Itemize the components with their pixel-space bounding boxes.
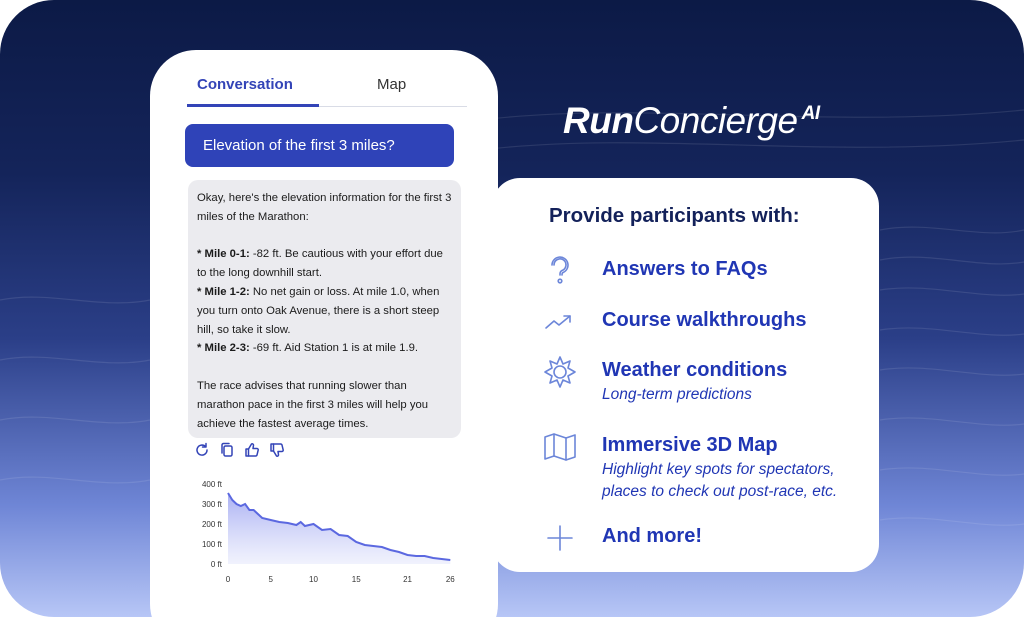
answer-bullet: * Mile 2-3: -69 ft. Aid Station 1 is at mile 1.9. [197, 342, 419, 355]
plus-icon [542, 520, 578, 556]
feature-subtitle: Long-term predictions [602, 386, 752, 403]
y-tick-label: 400 ft [201, 480, 222, 489]
x-tick-label: 0 [225, 575, 231, 584]
question-icon [542, 253, 578, 289]
x-tick-label: 15 [351, 575, 361, 584]
thumbs-up-icon[interactable] [244, 442, 260, 458]
feature-title: And more! [602, 525, 702, 547]
phone-mockup [150, 50, 498, 617]
y-tick-label: 200 ft [201, 520, 222, 529]
feature-subtitle: Highlight key spots for spectators, places to check out post-race, etc. [602, 461, 838, 500]
tab-bar [187, 74, 467, 107]
feature-title: Course walkthroughs [602, 309, 807, 331]
x-tick-label: 5 [268, 575, 273, 584]
thumbs-down-icon[interactable] [269, 442, 285, 458]
x-tick-label: 26 [445, 575, 455, 584]
user-message-bubble: Elevation of the first 3 miles? [185, 124, 454, 167]
answer-intro: Okay, here's the elevation information for the first 3 miles of the Marathon: [197, 192, 452, 223]
answer-bullet: * Mile 0-1: -82 ft. Be cautious with your effort due to the long downhill start. [197, 248, 443, 280]
assistant-message-bubble [188, 180, 461, 438]
active-tab-indicator [187, 104, 319, 107]
x-tick-label: 10 [309, 575, 318, 584]
feature-title: Immersive 3D Map [602, 434, 778, 456]
map-icon [542, 429, 578, 465]
y-tick-label: 100 ft [201, 540, 222, 549]
brand-logo: RunConcierge $^{AI}$ [563, 100, 820, 141]
feature-title: Weather conditions [602, 359, 788, 381]
feature-title: Answers to FAQs [602, 258, 768, 280]
y-tick-label: 0 ft [210, 560, 222, 569]
refresh-icon[interactable] [194, 442, 210, 458]
elevation-chart [190, 478, 460, 593]
tab-map[interactable]: Map [377, 76, 407, 93]
x-tick-label: 21 [403, 575, 412, 584]
answer-closing: The race advises that running slower than marathon pace in the first 3 miles will help you achieve the fastest average times. [197, 379, 429, 430]
copy-icon[interactable] [219, 442, 235, 458]
answer-bullet: * Mile 1-2: No net gain or loss. At mile 1.0, when you turn onto Oak Avenue, there is a short steep hill, so take it slow. [197, 285, 440, 336]
tab-conversation[interactable]: Conversation [197, 76, 293, 93]
card-title: Provide participants with: [549, 204, 800, 227]
trend-arrow-icon [542, 304, 578, 340]
sun-icon [542, 354, 578, 390]
features-card [492, 178, 879, 572]
y-tick-label: 300 ft [201, 500, 222, 509]
chart-area-fill [228, 493, 450, 564]
